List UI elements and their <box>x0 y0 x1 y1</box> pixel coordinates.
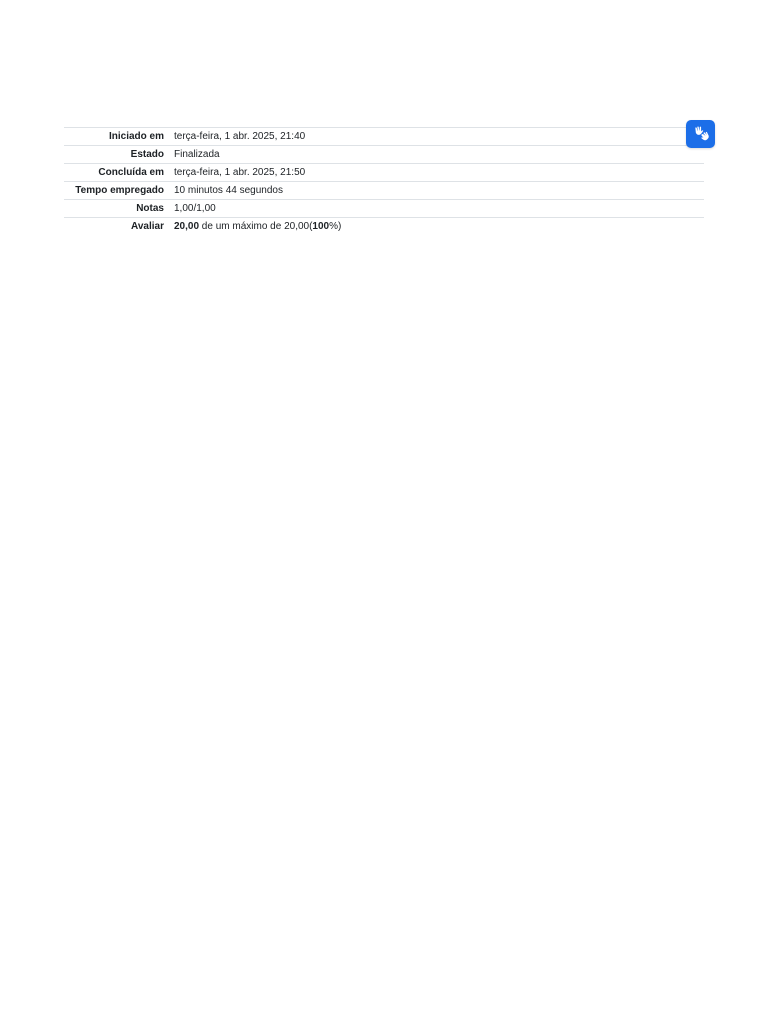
summary-value-state: Finalizada <box>174 149 220 160</box>
summary-value-marks: 1,00/1,00 <box>174 203 216 214</box>
summary-label-time-taken: Tempo empregado <box>75 185 164 196</box>
summary-value-started: terça-feira, 1 abr. 2025, 21:40 <box>174 131 306 142</box>
summary-row-completed <box>64 164 704 182</box>
quiz-review-summary-table <box>64 127 704 235</box>
summary-label-grade: Avaliar <box>131 221 164 232</box>
summary-value-completed: terça-feira, 1 abr. 2025, 21:50 <box>174 167 306 178</box>
summary-row-marks <box>64 200 704 218</box>
accessibility-widget-button[interactable] <box>686 120 715 148</box>
summary-value-grade <box>170 218 704 236</box>
summary-row-time-taken <box>64 182 704 200</box>
summary-row-state <box>64 146 704 164</box>
summary-label-marks: Notas <box>136 203 164 214</box>
summary-value-time-taken: 10 minutos 44 segundos <box>174 185 283 196</box>
grade-percent: 100 <box>312 221 330 232</box>
grade-text: de um máximo de 20,00( <box>199 221 313 232</box>
summary-row-started <box>64 128 704 146</box>
sign-language-hands-icon <box>692 125 710 143</box>
summary-label-completed: Concluída em <box>98 167 164 178</box>
grade-value: 20,00 <box>174 221 200 232</box>
summary-label-started: Iniciado em <box>108 131 164 142</box>
grade-percent-suffix: %) <box>329 221 342 232</box>
summary-label-state: Estado <box>130 149 164 160</box>
summary-row-grade <box>64 218 704 236</box>
